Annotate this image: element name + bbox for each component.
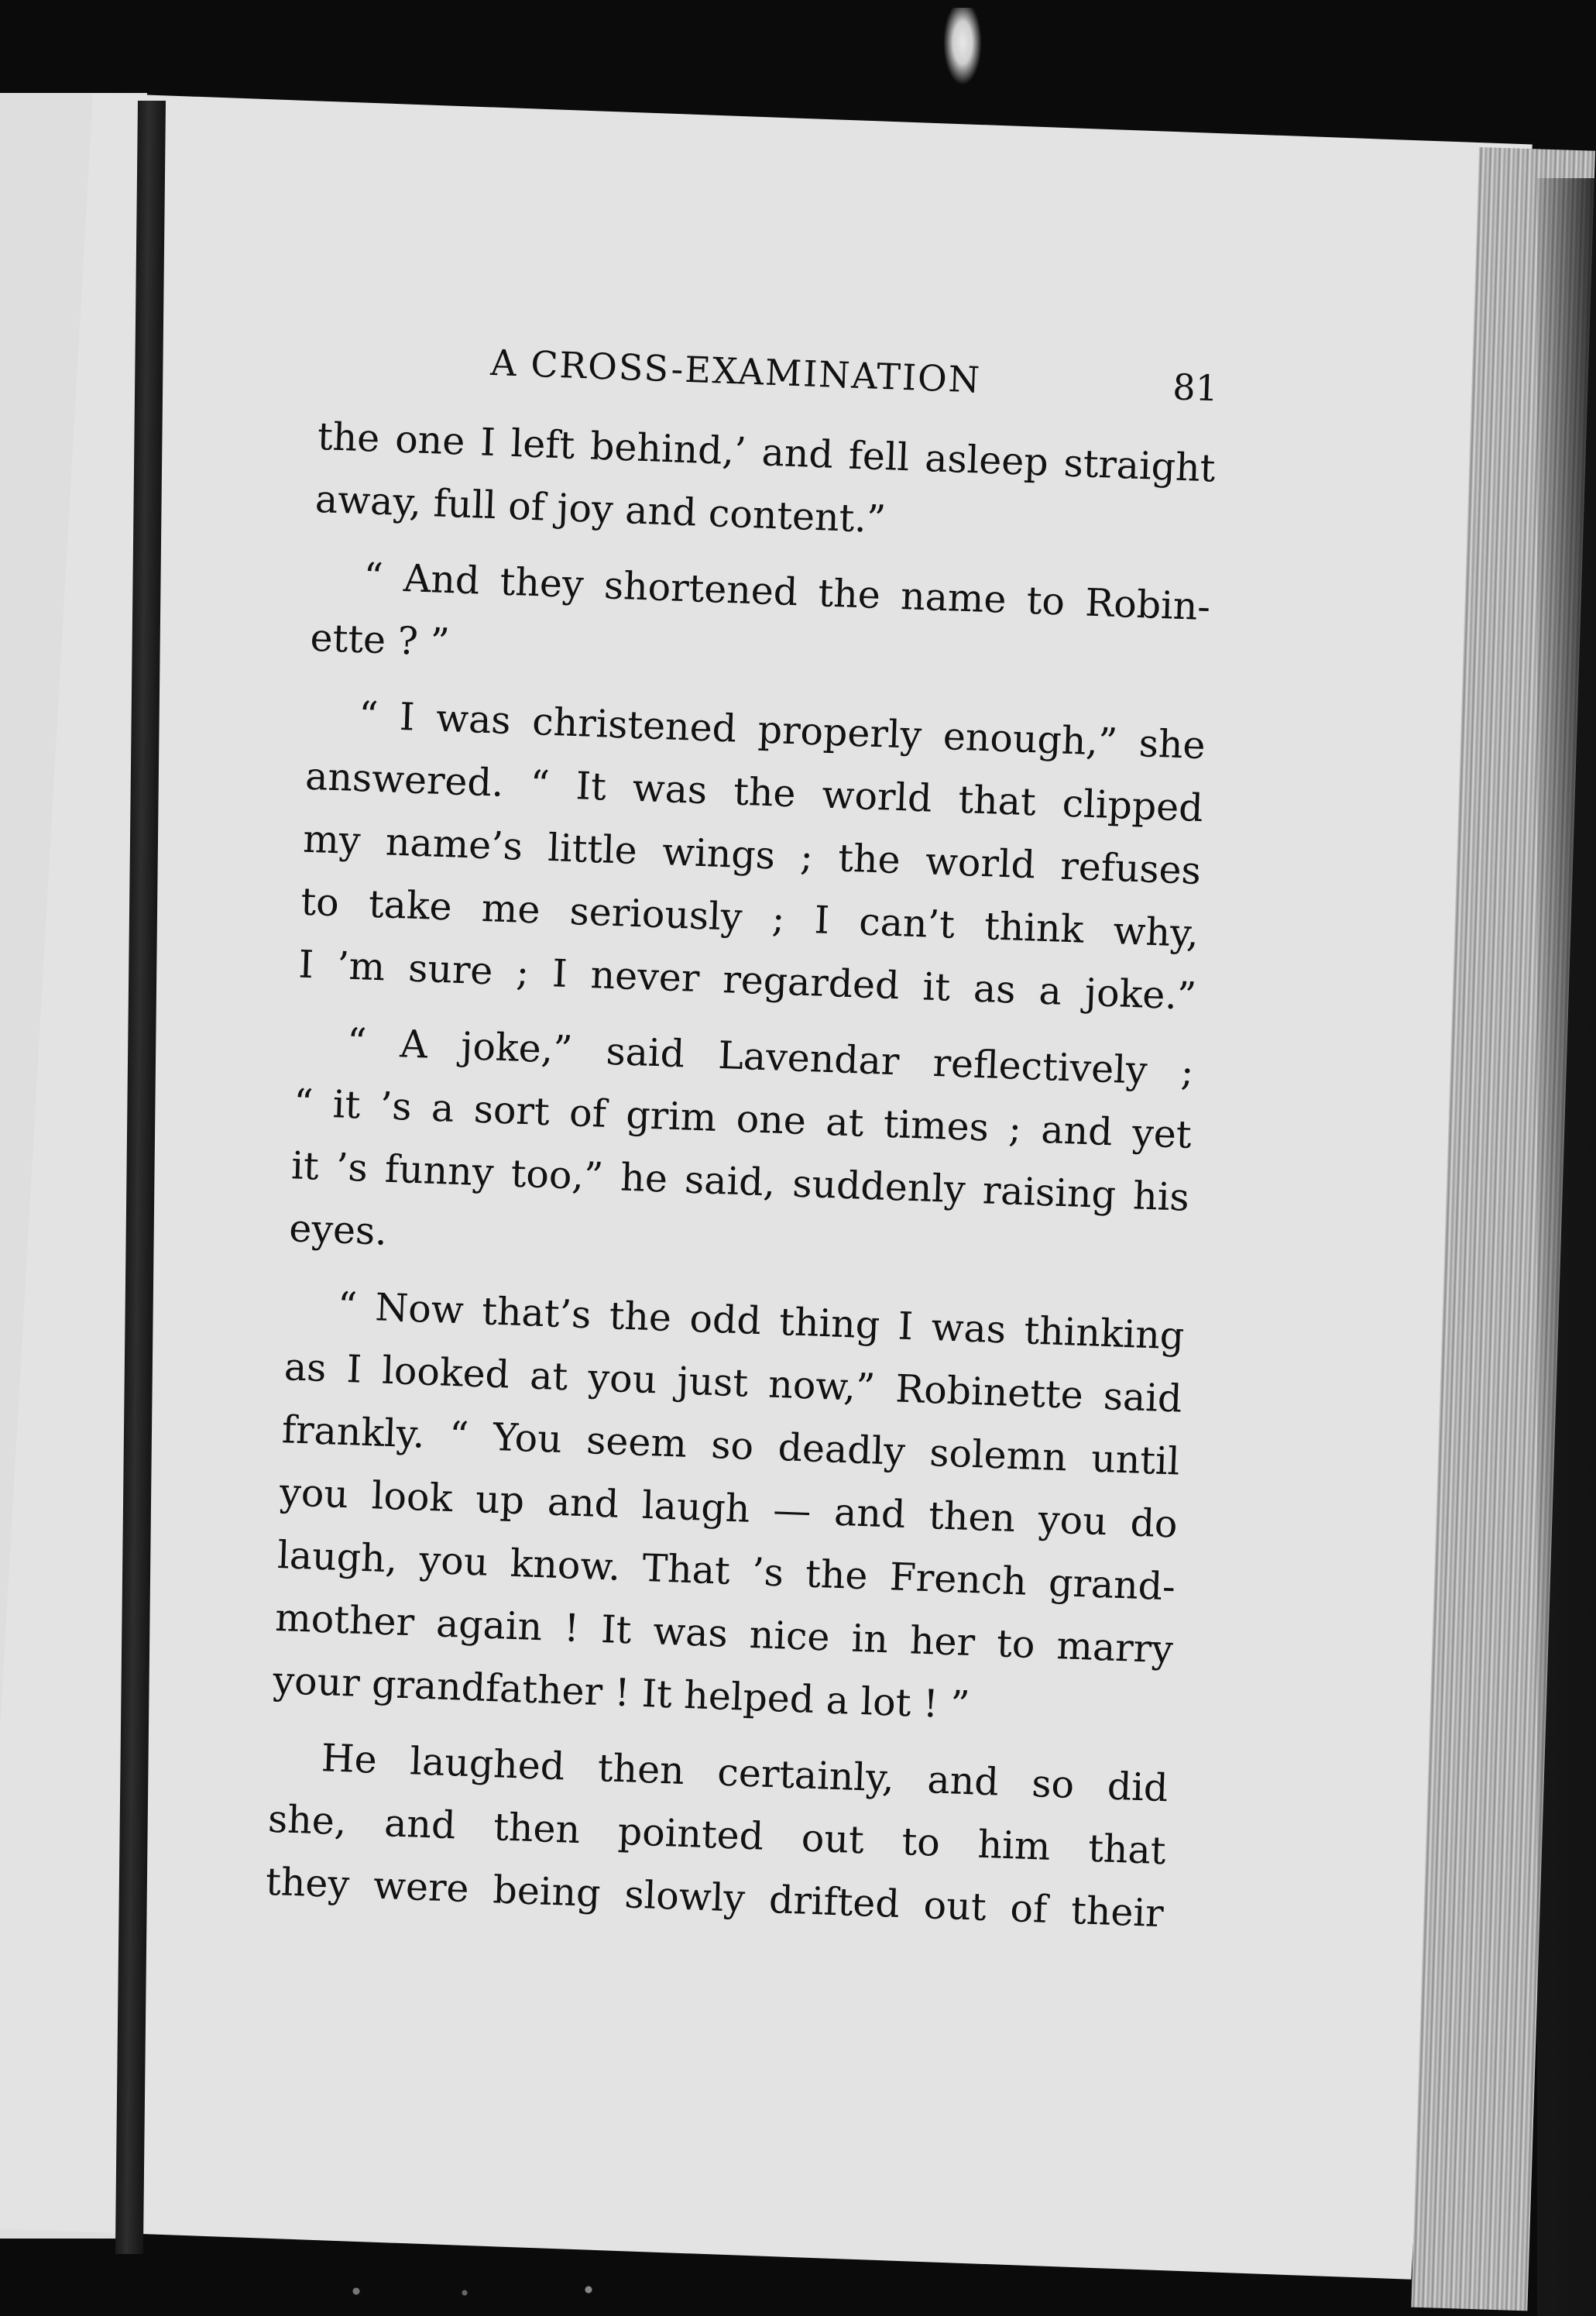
- text-line: laugh, you know. That ’s the French grand-: [276, 1533, 1176, 1610]
- text-line: mother again ! It was nice in her to marry: [274, 1595, 1174, 1672]
- text-line: “ it ’s a sort of grim one at times ; and yet: [293, 1081, 1193, 1157]
- text-line: they were being slowly drifted out of their: [265, 1859, 1165, 1936]
- text-line: “ I was christened properly enough,” she: [358, 693, 1206, 768]
- text-line: I ’m sure ; I never regarded it as a joke.”: [297, 942, 1197, 1019]
- text-line: ette ? ”: [309, 615, 451, 665]
- body-text: [265, 405, 1217, 1945]
- text-line: your grandfather ! It helped a lot ! ”: [272, 1658, 971, 1728]
- page-text-block: [265, 329, 1219, 1945]
- text-line: eyes.: [288, 1206, 388, 1254]
- text-line: “ And they shortened the name to Robin-: [362, 555, 1211, 630]
- text-line: He laughed then certainly, and so did: [320, 1736, 1169, 1811]
- page-edge-shadow: [1537, 178, 1596, 2316]
- text-line: my name’s little wings ; the world refuses: [302, 816, 1202, 894]
- text-line: the one I left behind,’ and fell asleep straight: [317, 414, 1217, 491]
- text-line: away, full of joy and content.”: [314, 476, 887, 542]
- text-line: frankly. “ You seem so deadly solemn until: [281, 1407, 1181, 1484]
- running-title: A CROSS-EXAMINATION: [489, 341, 982, 401]
- text-line: as I looked at you just now,” Robinette said: [283, 1345, 1183, 1421]
- page-number: 81: [1172, 366, 1219, 410]
- text-line: it ’s funny too,” he said, suddenly raising his: [290, 1143, 1190, 1220]
- text-line: she, and then pointed out to him that: [267, 1796, 1167, 1874]
- text-line: you look up and laugh — and then you do: [279, 1470, 1179, 1547]
- text-line: “ Now that’s the odd thing I was thinking: [336, 1283, 1186, 1359]
- text-line: “ A joke,” said Lavendar reflectively ;: [346, 1019, 1195, 1094]
- text-line: answered. “ It was the world that clipped: [304, 754, 1204, 831]
- dust-specks: [341, 2285, 666, 2301]
- paper-speck: [943, 8, 982, 85]
- text-line: to take me seriously ; I can’t think why,: [300, 879, 1200, 957]
